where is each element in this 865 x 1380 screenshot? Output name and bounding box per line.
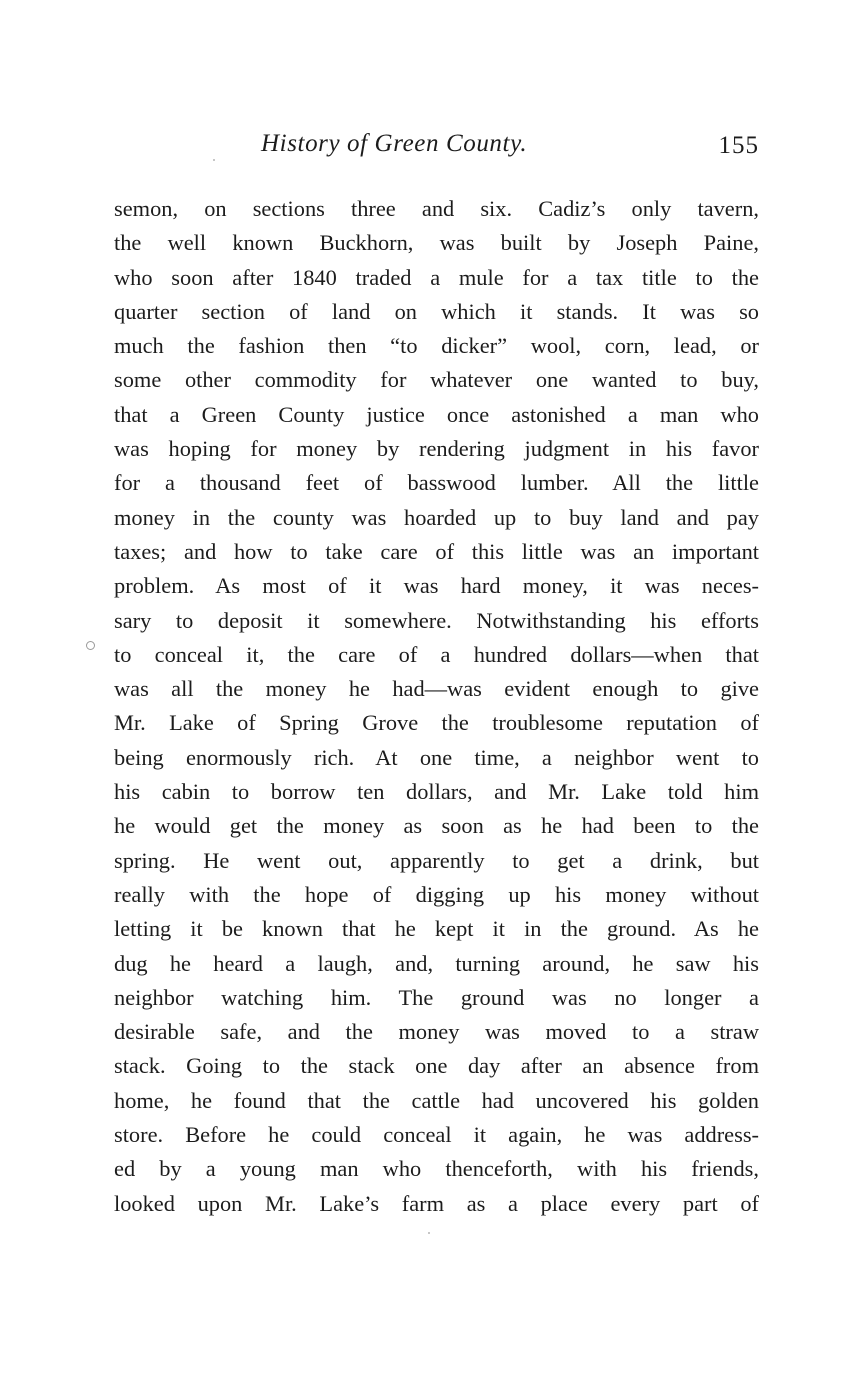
text-line: the well known Buckhorn, was built by Joseph Paine, <box>114 230 759 256</box>
text-line: who soon after 1840 traded a mule for a tax title to the <box>114 264 759 290</box>
text-line: his cabin to borrow ten dollars, and Mr. Lake told him <box>114 779 759 805</box>
text-line: that a Green County justice once astonished a man who <box>114 401 759 427</box>
running-title: History of Green County. <box>261 130 528 157</box>
text-line: semon, on sections three and six. Cadiz’s only tavern, <box>114 196 759 221</box>
speck-icon <box>428 1232 430 1234</box>
text-line: much the fashion then “to dicker” wool, corn, lead, or <box>114 333 759 359</box>
text-line: money in the county was hoarded up to buy land and pay <box>114 504 759 530</box>
text-line: ed by a young man who thenceforth, with his friends, <box>114 1156 759 1182</box>
speck-icon <box>213 159 215 161</box>
text-line: sary to deposit it somewhere. Notwithstanding his efforts <box>114 607 759 633</box>
text-line: was all the money he had—was evident enough to give <box>114 676 759 702</box>
text-line: was hoping for money by rendering judgment in his favor <box>114 436 759 462</box>
text-line: he would get the money as soon as he had been to the <box>114 813 759 839</box>
text-line: for a thousand feet of basswood lumber. All the little <box>114 470 759 496</box>
text-line: desirable safe, and the money was moved to a straw <box>114 1019 759 1045</box>
text-line: to conceal it, the care of a hundred dollars—when that <box>114 641 759 667</box>
text-line: store. Before he could conceal it again, he was address- <box>114 1122 759 1148</box>
text-line: home, he found that the cattle had uncovered his golden <box>114 1087 759 1113</box>
body-text <box>114 192 759 1221</box>
text-line: some other commodity for whatever one wanted to buy, <box>114 367 759 393</box>
page-number: 155 <box>718 132 759 159</box>
margin-mark-icon <box>86 641 95 650</box>
text-line: looked upon Mr. Lake’s farm as a place every part of <box>114 1190 759 1216</box>
text-line: taxes; and how to take care of this little was an important <box>114 538 759 564</box>
text-line: Mr. Lake of Spring Grove the troublesome reputation of <box>114 710 759 736</box>
text-line: spring. He went out, apparently to get a drink, but <box>114 847 759 873</box>
text-line: stack. Going to the stack one day after an absence from <box>114 1053 759 1079</box>
text-line: problem. As most of it was hard money, it was neces- <box>114 573 759 599</box>
text-line: neighbor watching him. The ground was no longer a <box>114 984 759 1010</box>
text-line: letting it be known that he kept it in the ground. As he <box>114 916 759 942</box>
text-line: dug he heard a laugh, and, turning around, he saw his <box>114 950 759 976</box>
text-line: being enormously rich. At one time, a neighbor went to <box>114 744 759 770</box>
text-line: quarter section of land on which it stands. It was so <box>114 298 759 324</box>
text-line: really with the hope of digging up his money without <box>114 881 759 907</box>
running-head <box>113 130 763 170</box>
